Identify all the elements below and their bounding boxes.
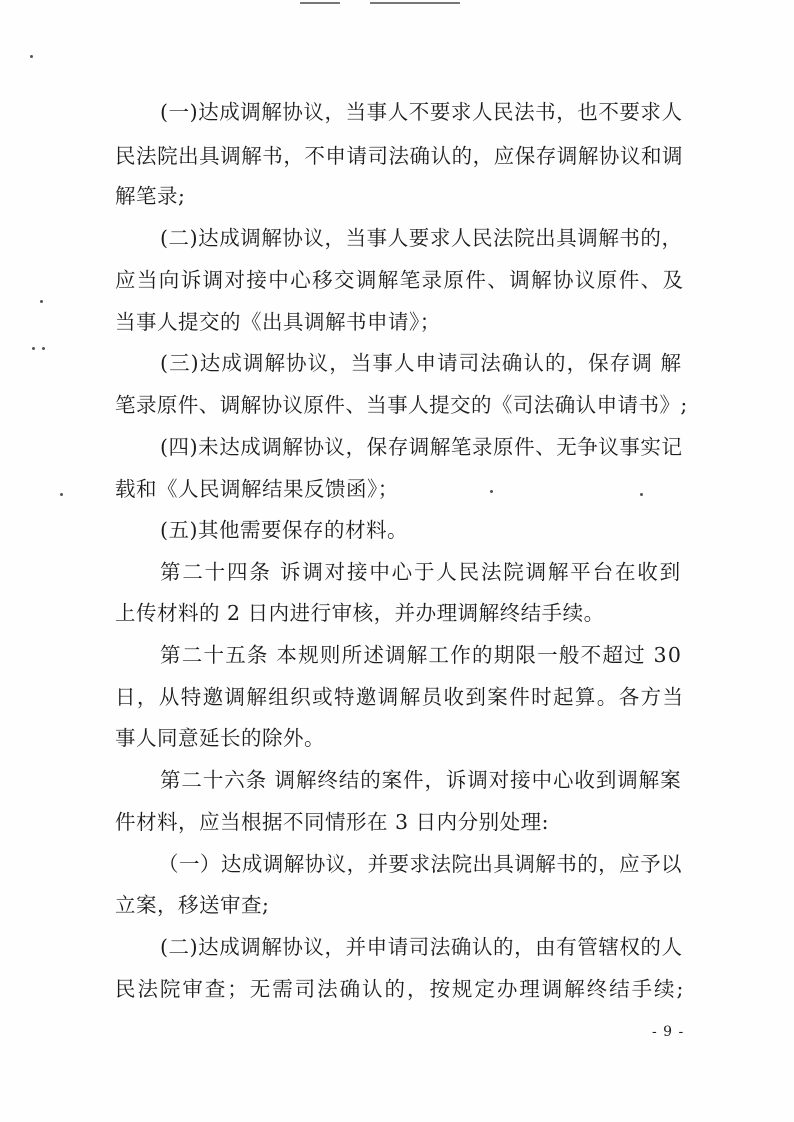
body-line: 解笔录; bbox=[115, 184, 186, 208]
body-line: 民法院审查；无需司法确认的，按规定办理调解终结手续; bbox=[115, 977, 686, 1001]
scan-speck bbox=[42, 347, 45, 350]
scan-speck bbox=[490, 490, 493, 493]
body-line: (五)其他需要保存的材料。 bbox=[160, 518, 408, 542]
body-line: 立案，移送审查; bbox=[115, 893, 270, 917]
body-line: 第二十六条 调解终结的案件，诉调对接中心收到调解案 bbox=[160, 768, 682, 792]
body-line: （一）达成调解协议，并要求法院出具调解书的，应予以 bbox=[158, 852, 682, 876]
scan-artifact-top bbox=[300, 2, 340, 4]
body-line: 当事人提交的《出具调解书申请》； bbox=[115, 310, 441, 334]
page-number: - 9 - bbox=[652, 1024, 685, 1040]
body-line: (二)达成调解协议，并申请司法确认的，由有管辖权的人 bbox=[160, 935, 683, 959]
body-line: 件材料，应当根据不同情形在 3 日内分别处理: bbox=[115, 810, 549, 834]
body-line: 上传材料的 2 日内进行审核，并办理调解终结手续。 bbox=[115, 601, 605, 625]
body-line: (四)未达成调解协议，保存调解笔录原件、无争议事实记 bbox=[160, 435, 683, 459]
scan-speck bbox=[640, 493, 643, 496]
scan-speck bbox=[32, 347, 35, 350]
scan-artifact-top-2 bbox=[370, 2, 460, 4]
body-line: 日，从特邀调解组织或特邀调解员收到案件时起算。各方当 bbox=[115, 685, 685, 709]
body-line: (二)达成调解协议，当事人要求人民法院出具调解书的， bbox=[160, 226, 683, 250]
body-line: 第二十四条 诉调对接中心于人民法院调解平台在收到 bbox=[160, 560, 682, 584]
body-line: (三)达成调解协议，当事人申请司法确认的，保存调 解 bbox=[160, 351, 683, 375]
body-line: 笔录原件、调解协议原件、当事人提交的《司法确认申请书》; bbox=[115, 393, 688, 417]
scan-speck bbox=[40, 300, 43, 303]
body-line: 第二十五条 本规则所述调解工作的期限一般不超过 30 bbox=[160, 643, 683, 667]
body-line: 载和《人民调解结果反馈函》； bbox=[115, 477, 399, 501]
scan-speck bbox=[60, 493, 63, 496]
body-line: 民法院出具调解书，不申请司法确认的，应保存调解协议和调 bbox=[115, 144, 684, 168]
body-line: (一)达成调解协议，当事人不要求人民法书，也不要求人 bbox=[160, 100, 683, 124]
scan-speck bbox=[30, 55, 33, 58]
body-line: 事人同意延长的除外。 bbox=[115, 726, 325, 750]
body-line: 应当向诉调对接中心移交调解笔录原件、调解协议原件、及 bbox=[115, 268, 685, 292]
